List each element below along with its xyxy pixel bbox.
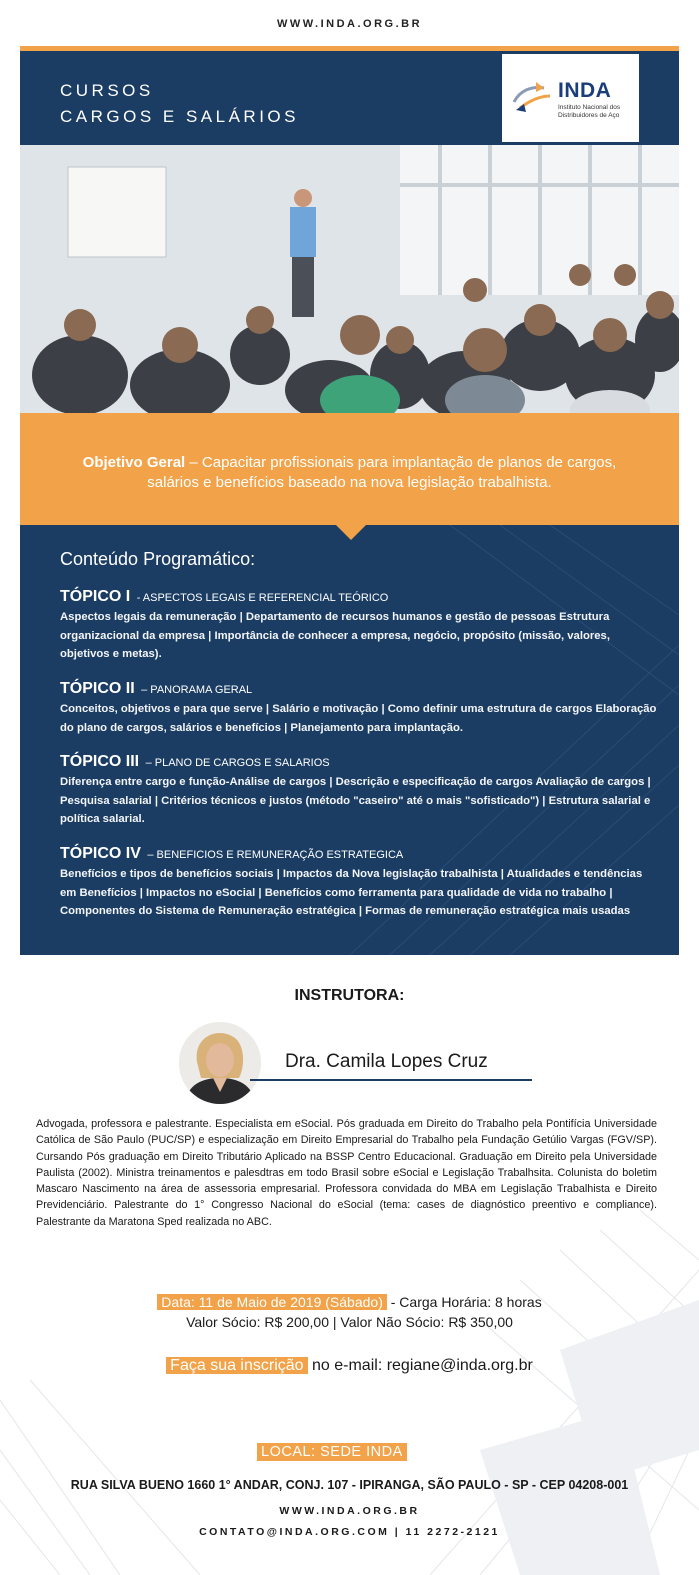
topic-3-subtitle: – PLANO DE CARGOS E SALARIOS [145, 757, 330, 769]
signup-row [0, 1357, 699, 1375]
topic-1 [60, 587, 660, 664]
course-title-line1: CURSOS [60, 81, 154, 100]
topic-3 [60, 752, 660, 829]
location-label: LOCAL: SEDE INDA [257, 1443, 407, 1461]
inda-logo-mark-icon [510, 80, 554, 114]
objective-label: Objetivo Geral [82, 454, 186, 471]
instructor-avatar [179, 1022, 261, 1104]
course-title-line2: CARGOS E SALÁRIOS [60, 107, 299, 126]
course-hours: - Carga Horária: 8 horas [386, 1294, 542, 1310]
classroom-illustration [20, 145, 679, 413]
topic-2 [60, 679, 660, 737]
location-address: RUA SILVA BUENO 1660 1° ANDAR, CONJ. 107 - IPIRANGA, SÃO PAULO - SP - CEP 04208-001 [70, 1478, 629, 1492]
header-banner [20, 51, 679, 145]
topic-4-body: Benefícios e tipos de benefícios sociais | Impactos da Nova legislação trabalhista | Atualidades e tendências em Benefícios | Impactos no eSocial | Benefícios como ferramenta para qualidade de vida no trabalho | Componentes do Sistema de Remuneração estratégica | Formas de remuneração estratégica mais usadas [60, 868, 643, 917]
logo-name: INDA [558, 79, 612, 102]
inda-logo [502, 54, 639, 142]
topic-4-subtitle: – BENEFICIOS E REMUNERAÇÃO ESTRATEGICA [147, 849, 404, 861]
objective-text [60, 453, 639, 493]
topic-4 [60, 844, 660, 921]
logo-subtitle: Instituto Nacional dos Distribuidores de Aço [558, 104, 621, 119]
topic-1-subtitle: - ASPECTOS LEGAIS E REFERENCIAL TEÓRICO [136, 592, 389, 604]
objective-pointer-arrow [335, 524, 367, 540]
program-heading: Conteúdo Programático: [60, 549, 256, 569]
instructor-heading: INSTRUTORA: [294, 987, 405, 1004]
footer-contact[interactable]: CONTATO@INDA.ORG.COM | 11 2272-2121 [199, 1526, 500, 1538]
topic-3-body: Diferença entre cargo e função-Análise de cargos | Descrição e especificação de cargos Avaliação de cargos | Pesquisa salarial | Critérios técnicos e justos (método "caseiro" até o mais "sofisticado") | Estrutura salarial e política salarial. [60, 776, 651, 825]
price-row: Valor Sócio: R$ 200,00 | Valor Não Sócio: R$ 350,00 [186, 1314, 513, 1330]
topic-3-number: TÓPICO III [60, 753, 140, 770]
objective-description: – Capacitar profissionais para implantação de planos de cargos, salários e benefícios baseado na nova legislação trabalhista. [147, 454, 617, 491]
topic-2-number: TÓPICO II [60, 680, 135, 697]
instructor-name-underline [250, 1079, 532, 1081]
instructor-portrait [179, 1022, 261, 1104]
top-website-url[interactable]: WWW.INDA.ORG.BR [276, 18, 423, 30]
instructor-bio: Advogada, professora e palestrante. Especialista em eSocial. Pós graduada em Direito do Trabalho pela Pontifícia Universidade Católica de São Paulo (PUC/SP) e especialização em Direito Empresarial do Trabalho pela Fundação Getúlio Vargas (FGV/SP). Cursando Pós graduação em Direito Tributário Aplicado na BSSP Centro Educacional. Graduação em Direito pela Universidade Paulista (2002). Ministra treinamentos e palesdtras em todo Brasil sobre eSocial e Legislação Trabalhsita. Colunista do boletim Mascaro Nascimento na área de assessoria empresarial. Professora convidada do MBA em Legislação Trabalhista e Direito Previdenciário. Palestrante do 1° Congresso Nacional do eSocial (tema: cases de diagnóstico preentivo e compliance). Palestrante da Maratona Sped realizada no ABC. [36, 1118, 657, 1228]
course-title [60, 78, 299, 130]
topic-2-body: Conceitos, objetivos e para que serve | Salário e motivação | Como definir uma estrutura de cargos Elaboração do plano de cargos, salários e benefícios | Planejamento para implantação. [60, 703, 657, 734]
date-row [0, 1294, 699, 1310]
classroom-photo [20, 145, 679, 413]
program-content-section [20, 525, 679, 955]
topic-4-title [60, 844, 660, 865]
topic-3-title [60, 752, 660, 773]
topic-1-body: Aspectos legais da remuneração | Departamento de recursos humanos e gestão de pessoas Estrutura organizacional da empresa | Importância de conhecer a empresa, negócio, propósito (missão, valores, objetivos e metas). [60, 611, 610, 660]
footer-url[interactable]: WWW.INDA.ORG.BR [279, 1505, 420, 1517]
instructor-name: Dra. Camila Lopes Cruz [285, 1051, 488, 1072]
topic-1-number: TÓPICO I [60, 588, 131, 605]
topic-1-title [60, 587, 660, 608]
signup-label: Faça sua inscrição [166, 1357, 307, 1374]
course-date: Data: 11 de Maio de 2019 (Sábado) [157, 1294, 387, 1310]
topic-2-subtitle: – PANORAMA GERAL [141, 684, 253, 696]
objective-section [20, 413, 679, 525]
topic-2-title [60, 679, 660, 700]
signup-email[interactable]: no e-mail: regiane@inda.org.br [307, 1357, 533, 1374]
topic-4-number: TÓPICO IV [60, 845, 141, 862]
